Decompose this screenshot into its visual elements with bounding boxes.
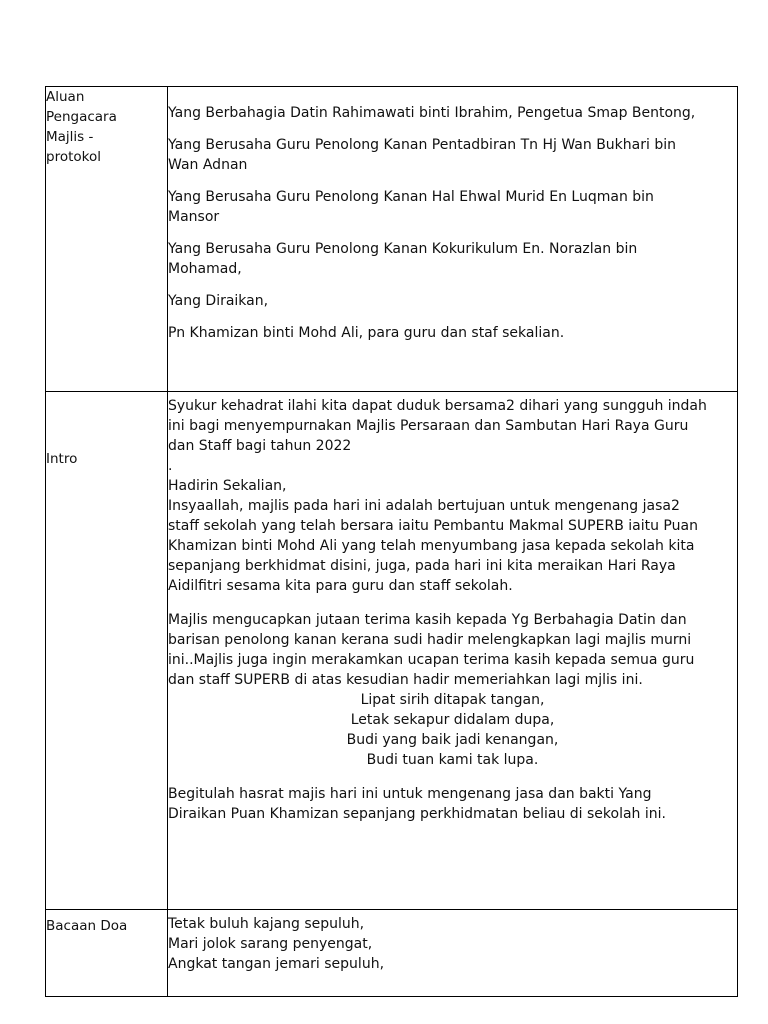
text-line: Mari jolok sarang penyengat,	[168, 936, 373, 952]
row-label	[46, 910, 168, 997]
text-line: sepanjang berkhidmat disini, juga, pada hari ini kita meraikan Hari Raya	[168, 558, 676, 574]
row-protokol	[46, 87, 738, 392]
text-line: Mohamad,	[168, 261, 242, 277]
text-line: staff sekolah yang telah bersara iaitu Pembantu Makmal SUPERB iaitu Puan	[168, 518, 698, 534]
paragraph	[168, 323, 737, 343]
text-line: Mansor	[168, 209, 220, 225]
doa-pantun	[168, 914, 737, 974]
row-label	[46, 87, 168, 392]
text-line: Yang Berusaha Guru Penolong Kanan Pentadbiran Tn Hj Wan Bukhari bin	[168, 137, 676, 153]
text-line: Hadirin Sekalian,	[168, 478, 287, 494]
row-intro	[46, 392, 738, 910]
text-line: Pn Khamizan binti Mohd Ali, para guru dan staf sekalian.	[168, 325, 565, 341]
intro-block-1	[168, 396, 737, 596]
text-line: Yang Diraikan,	[168, 293, 269, 309]
pantun-line: Letak sekapur didalam dupa,	[350, 712, 555, 728]
text-line: Majlis mengucapkan jutaan terima kasih kepada Yg Berbahagia Datin dan	[168, 612, 687, 628]
text-line: ini bagi menyempurnakan Majlis Persaraan dan Sambutan Hari Raya Guru	[168, 418, 689, 434]
text-line: Yang Berbahagia Datin Rahimawati binti Ibrahim, Pengetua Smap Bentong,	[168, 105, 696, 121]
paragraph	[168, 103, 737, 123]
text-line: Tetak buluh kajang sepuluh,	[168, 916, 365, 932]
text-line: Diraikan Puan Khamizan sepanjang perkhidmatan beliau di sekolah ini.	[168, 806, 666, 822]
row-content	[168, 392, 738, 910]
row-content	[168, 87, 738, 392]
text-line: .	[168, 458, 173, 474]
text-line: barisan penolong kanan kerana sudi hadir melengkapkan lagi majlis murni	[168, 632, 692, 648]
label-line: Bacaan Doa	[46, 918, 128, 934]
text-line: Angkat tangan jemari sepuluh,	[168, 956, 385, 972]
text-line: Syukur kehadrat ilahi kita dapat duduk bersama2 dihari yang sungguh indah	[168, 398, 707, 414]
text-line: Wan Adnan	[168, 157, 248, 173]
text-line: Yang Berusaha Guru Penolong Kanan Hal Ehwal Murid En Luqman bin	[168, 189, 654, 205]
row-bacaan-doa	[46, 910, 738, 997]
pantun-line: Budi yang baik jadi kenangan,	[346, 732, 559, 748]
label-line: Majlis -	[46, 129, 94, 145]
text-line: Insyaallah, majlis pada hari ini adalah bertujuan untuk mengenang jasa2	[168, 498, 680, 514]
text-line: Khamizan binti Mohd Ali yang telah menyumbang jasa kepada sekolah kita	[168, 538, 695, 554]
pantun-line: Lipat sirih ditapak tangan,	[360, 692, 545, 708]
text-line: ini..Majlis juga ingin merakamkan ucapan terima kasih kepada semua guru	[168, 652, 695, 668]
text-line: dan Staff bagi tahun 2022	[168, 438, 352, 454]
text-line: Aidilfitri sesama kita para guru dan staff sekolah.	[168, 578, 513, 594]
text-line: dan staff SUPERB di atas kesudian hadir memeriahkan lagi mjlis ini.	[168, 672, 643, 688]
pantun-line: Budi tuan kami tak lupa.	[366, 752, 539, 768]
row-content	[168, 910, 738, 997]
text-line: Begitulah hasrat majis hari ini untuk mengenang jasa dan bakti Yang	[168, 786, 652, 802]
paragraph	[168, 187, 737, 227]
intro-block-3	[168, 784, 737, 824]
pantun	[168, 690, 737, 770]
text-line: Yang Berusaha Guru Penolong Kanan Kokurikulum En. Norazlan bin	[168, 241, 638, 257]
paragraph	[168, 135, 737, 175]
label-line: Aluan	[46, 89, 85, 105]
intro-block-2	[168, 610, 737, 690]
paragraph	[168, 239, 737, 279]
row-label	[46, 392, 168, 910]
label-line: protokol	[46, 149, 101, 165]
label-line: Intro	[46, 451, 78, 467]
label-line: Pengacara	[46, 109, 117, 125]
paragraph	[168, 291, 737, 311]
script-table	[45, 86, 738, 997]
